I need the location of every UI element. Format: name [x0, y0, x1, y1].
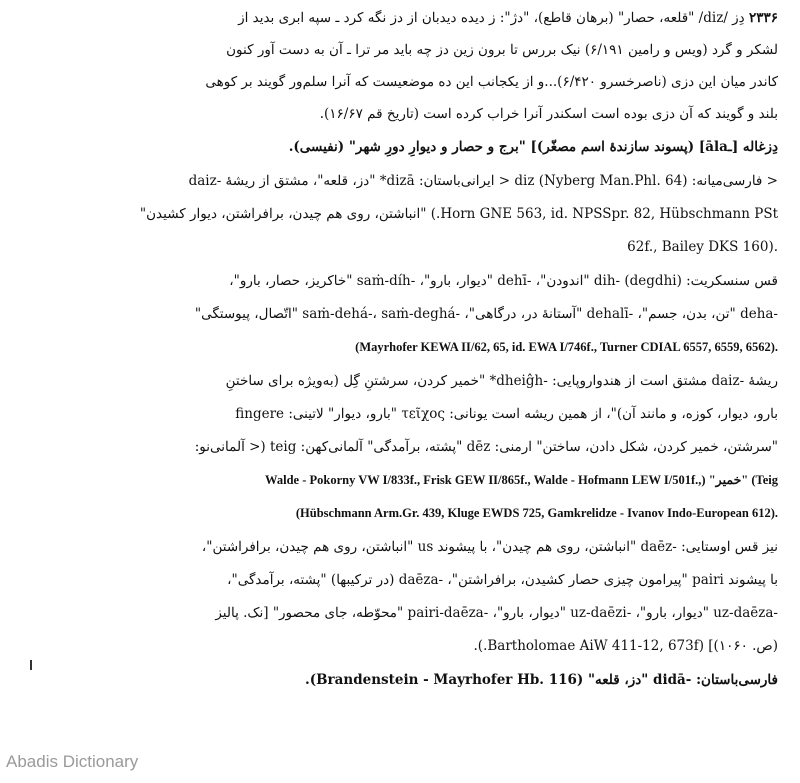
avestan-line-2: با پیشوند pairi "پیرامون چیزی حصار کشیدن، برافراشتن"، ‎daēza-‎ (در ترکیبها) "پشته، برآمدگی"، — [227, 572, 778, 588]
entry-text-line-3: کاندر میان این دزی (ناصرخسرو ۶/۴۲۰)...و از یکجانب این ده موضعیست که آنرا سلم‌ور گویند بر کوهی — [205, 74, 778, 90]
pie-references-1: Walde - Pokorny VW I/833f., Frisk GEW II/865f., Walde - Hofmann LEW I/501f.,) "خمیر" (Teig — [265, 473, 778, 487]
pie-references-2: (Hübschmann Arm.Gr. 439, Kluge EWDS 725, Gamkrelidze - Ivanov Indo-European 612). — [295, 506, 778, 520]
watermark: Abadis Dictionary — [6, 752, 139, 771]
entry-text-line-2: لشکر و گرد (ویس و رامین ۶/۱۹۱) نیک بررس تا برون زین دز چه باید مر ترا ـ آن به دست آور کنون — [226, 42, 778, 58]
sanskrit-references: (Mayrhofer KEWA II/62, 65, id. EWA I/746f., Turner CDIAL 6557, 6559, 6562). — [355, 340, 778, 354]
entry-number: ۲۳۳۶ — [748, 10, 778, 26]
entry-header-line — [18, 8, 778, 28]
margin-mark — [30, 660, 32, 670]
avestan-line-1: نیز قس اوستایی: ‎daēz-‎ "انباشتن، روی هم چیدن"، با پیشوند us "انباشتن، روی هم چیدن، برافراشتن"، — [201, 539, 778, 555]
etymology-references-2: .(62f., Bailey DKS 160 — [627, 239, 778, 255]
entry-text-line-1: دِز /diz/ "قلعه، حصار" (برهان قاطع)، "دژ": ز دیده دیدبان از دز نگه کرد ـ سپه ابری بدید از — [238, 10, 745, 26]
avestan-references: (ص. ۱۰۶۰)] (Bartholomae AiW 411-12, 673f.). — [473, 638, 778, 654]
sanskrit-cognates-1: قس سنسکریت: ‎dih-‎ (degdhi) "اندودن"، ‎dehī-‎ "دیوار، بارو"، ‎saṁ-díh-‎ "خاکریز، حصار، بارو"، — [229, 273, 778, 289]
pie-root-line-2: بارو، دیوار، کوزه، و مانند آن)"، از همین ریشه است یونانی: τεῖχος "بارو، دیوار" لاتینی: fingere — [235, 406, 778, 422]
etymology-middle-persian: < فارسی‌میانه: diz (Nyberg Man.Phl. 64) < ایرانی‌باستان: ‎*dizā‎ "دز، قلعه"، مشتق از ریشهٔ ‎daiz-‎ — [188, 173, 778, 189]
pie-root-line-1: ریشهٔ ‎daiz-‎ مشتق است از هندواروپایی: ‎*dheiĝh-‎ "خمیر کردن، سرشتنِ گِل (به‌ویژه برای ساختنِ — [225, 373, 778, 389]
subentry-dezghale: دِزغاله [ـāla] (پسوند سازندهٔ اسم مصغّر)] "برج و حصار و دیوارِ دورِ شهر" (نفیسی). — [288, 139, 778, 155]
old-persian-line: فارسی‌باستان: ‎didā-‎ "دز، قلعه" (Brandenstein - Mayrhofer Hb. 116). — [305, 672, 778, 688]
entry-text-line-4: بلند و گویند که آن دزی بوده است اسکندر آنرا خراب کرده است (تاریخ قم ۱۶/۶۷). — [319, 106, 778, 122]
avestan-line-3: ‎uz-daēza-‎ "دیوار، بارو"، ‎uz-daēzi-‎ "دیوار، بارو"، ‎pairi-daēza-‎ "محوّطه، جای محصور" [نک. پالیز — [215, 605, 778, 621]
sanskrit-cognates-2: ‎deha-‎ "تن، بدن، جسم"، ‎dehalī-‎ "آستانهٔ در، درگاهی"، ‎saṁ-dehá-، saṁ-deghá-‎ "اتّصال، پیوستگی" — [194, 306, 778, 322]
etymology-references-1: Horn GNE 563, id. NPSSpr. 82, Hübschmann PSt.) "انباشتن، روی هم چیدن، برافراشتن، دیوار کشیدن" — [139, 206, 778, 222]
pie-root-line-3: "سرشتن، خمیر کردن، شکل دادن، ساختن" ارمنی: dēz "پشته، برآمدگی" آلمانی‌کهن: teig (< آلمانی‌نو: — [194, 439, 778, 455]
